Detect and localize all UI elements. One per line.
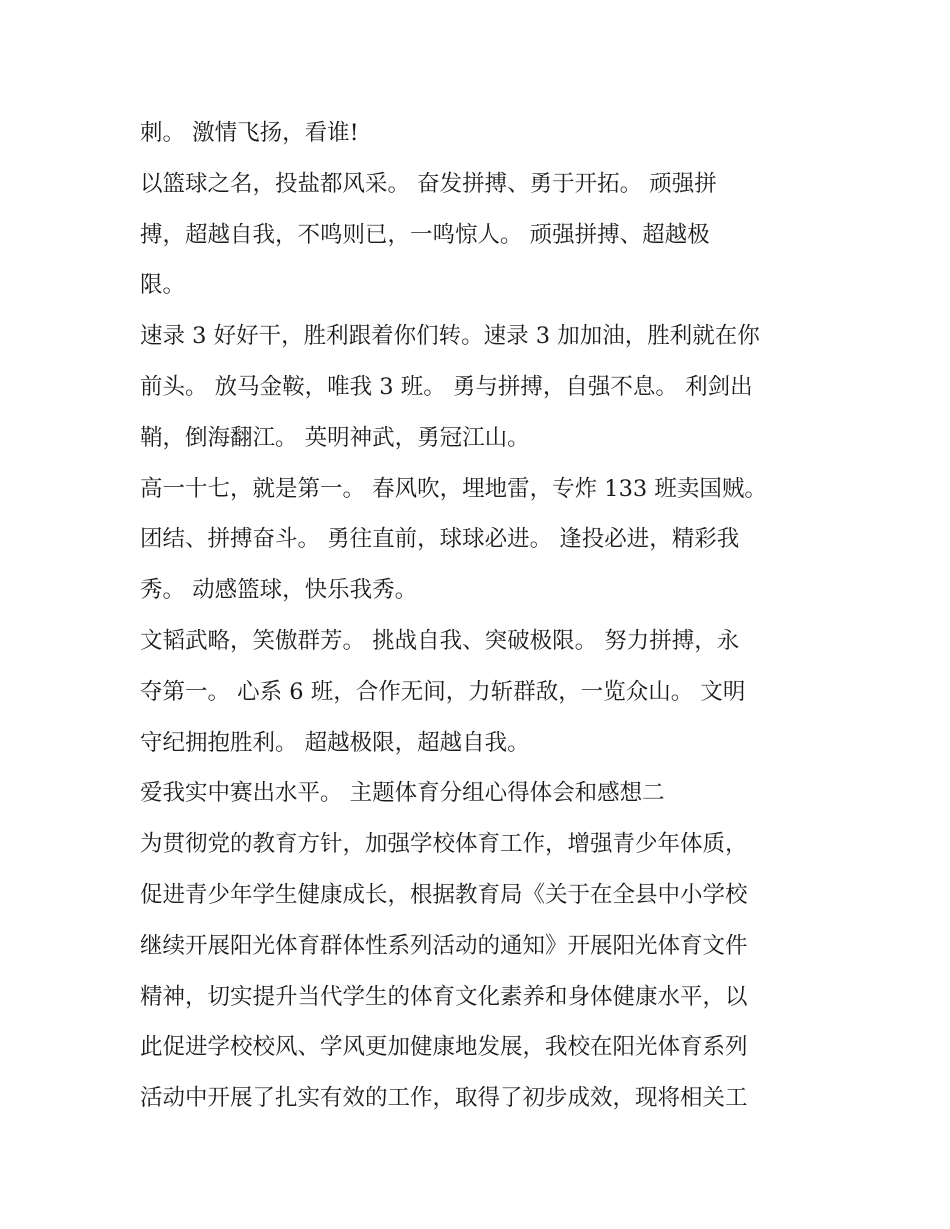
text-line: 团结、拼搏奋斗。 勇往直前，球球必进。 逢投必进，精彩我: [140, 526, 740, 553]
text-line: 高一十七，就是第一。 春风吹，埋地雷，专炸 133 班卖国贼。: [140, 475, 767, 502]
text-line: 刺。 激情飞扬，看谁!: [140, 120, 359, 146]
text-line: 文韬武略，笑傲群芳。 挑战自我、突破极限。 努力拼搏，永: [140, 627, 740, 654]
text-line: 速录 3 好好干，胜利跟着你们转。速录 3 加加油，胜利就在你: [140, 323, 760, 350]
text-line: 搏，超越自我，不鸣则已，一鸣惊人。 顽强拼搏、超越极: [140, 221, 710, 248]
text-line: 为贯彻党的教育方针，加强学校体育工作，增强青少年体质，: [140, 831, 748, 858]
document-body: [140, 108, 830, 1124]
text-line: 守纪拥抱胜利。 超越极限，超越自我。: [140, 729, 530, 756]
text-line: 限。: [140, 272, 186, 299]
text-line: 活动中开展了扎实有效的工作，取得了初步成效，现将相关工: [140, 1085, 748, 1112]
text-line: 夺第一。 心系 6 班，合作无间，力斩群敌，一览众山。 文明: [140, 678, 746, 705]
text-line: 促进青少年学生健康成长，根据教育局《关于在全县中小学校: [140, 881, 748, 908]
text-line: 鞘，倒海翻江。 英明神武，勇冠江山。: [140, 424, 530, 451]
text-line: 前头。 放马金鞍，唯我 3 班。 勇与拼搏，自强不息。 利剑出: [140, 373, 753, 400]
text-line: 爱我实中赛出水平。 主题体育分组心得体会和感想二: [140, 780, 665, 807]
text-line: 以篮球之名，投盐都风采。 奋发拼搏、勇于开拓。 顽强拼: [140, 170, 717, 197]
text-line: 精神，切实提升当代学生的体育文化素养和身体健康水平，以: [140, 983, 748, 1010]
text-line: 此促进学校校风、学风更加健康地发展，我校在阳光体育系列: [140, 1034, 748, 1061]
text-line: 秀。 动感篮球，快乐我秀。: [140, 577, 418, 604]
text-line: 继续开展阳光体育群体性系列活动的通知》开展阳光体育文件: [140, 932, 748, 959]
